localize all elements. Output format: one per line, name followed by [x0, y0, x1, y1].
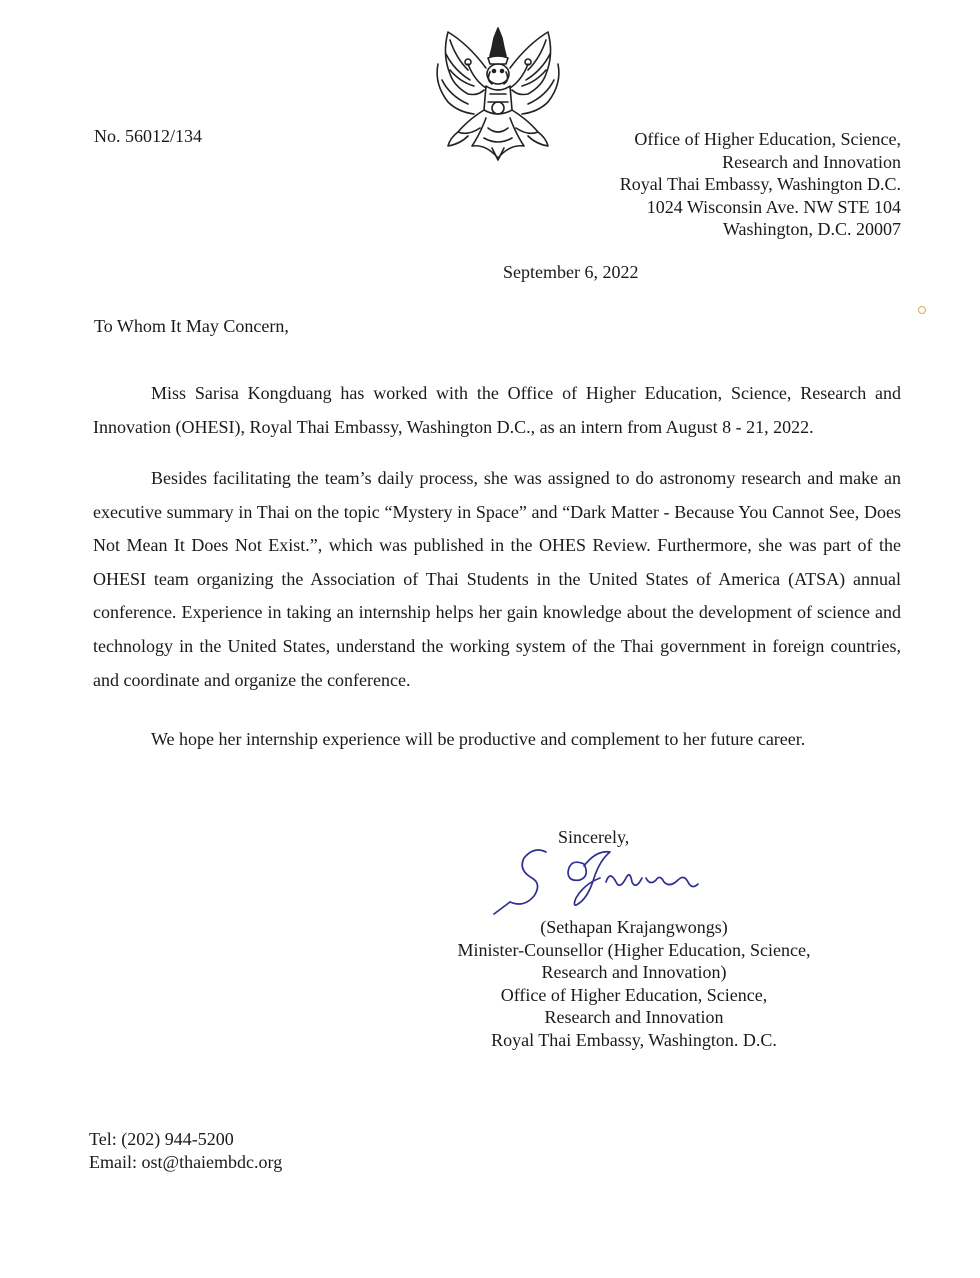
salutation: To Whom It May Concern,	[94, 316, 289, 336]
sender-address-line: Washington, D.C. 20007	[722, 219, 901, 239]
signatory-line: Research and Innovation)	[541, 962, 727, 982]
body-paragraph: We hope her internship experience will be productive and complement to her future career.	[151, 729, 806, 749]
signatory-block	[430, 916, 838, 1051]
garuda-emblem-icon	[428, 24, 568, 164]
contact-email: Email: ost@thaiembdc.org	[89, 1151, 283, 1172]
decorative-dot	[918, 306, 926, 314]
sender-address-line: Research and Innovation	[722, 151, 901, 172]
contact-info	[89, 1128, 282, 1173]
body-paragraph: Miss Sarisa Kongduang has worked with the Office of Higher Education, Science, Research and Innovation (OHESI), Royal Thai Embassy, Washington D.C., as an intern from August 8 - 21, 2022.	[93, 383, 901, 437]
valediction: Sincerely,	[558, 827, 630, 847]
sender-address-line: Royal Thai Embassy, Washington D.C.	[619, 174, 901, 194]
letter-date: September 6, 2022	[503, 262, 639, 282]
sender-address	[620, 128, 901, 241]
signatory-line: Minister-Counsellor (Higher Education, Science,	[457, 939, 811, 960]
reference-number: No. 56012/134	[94, 126, 202, 146]
body-paragraph: Besides facilitating the team’s daily process, she was assigned to do astronomy research and make an executive summary in Thai on the topic “Mystery in Space” and “Dark Matter - Because You Cannot See, Does Not Mean It Does Not Exist.”, which was published in the OHES Review. Furthermore, she was part of the OHESI team organizing the Association of Thai Students in the United States of America (ATSA) annual conference. Experience in taking an internship helps her gain knowledge about the development of science and technology in the United States, understand the working system of the Thai government in foreign countries, and coordinate and organize the conference.	[93, 468, 901, 690]
signatory-line: Research and Innovation	[544, 1007, 724, 1027]
signatory-line: (Sethapan Krajangwongs)	[540, 917, 728, 937]
signatory-line: Royal Thai Embassy, Washington. D.C.	[491, 1029, 777, 1050]
contact-tel: Tel: (202) 944-5200	[89, 1129, 234, 1149]
handwritten-signature	[488, 838, 718, 920]
signatory-line: Office of Higher Education, Science,	[500, 984, 768, 1005]
sender-address-line: 1024 Wisconsin Ave. NW STE 104	[646, 196, 901, 217]
sender-address-line: Office of Higher Education, Science,	[634, 129, 901, 149]
